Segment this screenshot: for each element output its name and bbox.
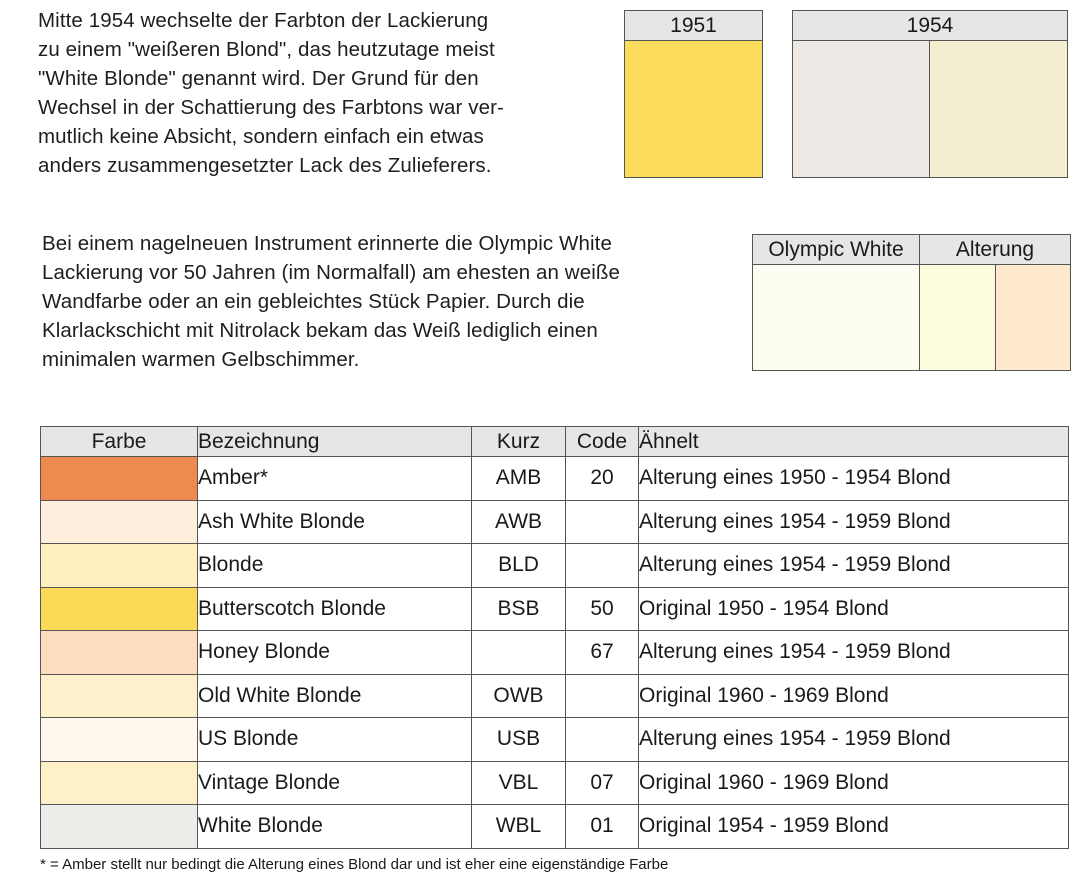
blonde-color-table [40,426,1069,849]
color-swatch-cell [41,631,198,675]
table-row [41,631,1069,675]
table-row [41,544,1069,588]
paragraph-line: minimalen warmen Gelbschimmer. [42,348,360,371]
color-swatch-cell [41,544,198,588]
header-kurz: Kurz [472,427,566,457]
table-row [41,457,1069,501]
color-swatch-cell [41,500,198,544]
aehnelt-cell: Alterung eines 1954 - 1959 Blond [639,500,1069,544]
swatch-color-1951 [625,41,762,177]
paragraph-line: Wechsel in der Schattierung des Farbtons war ver- [38,96,504,119]
aehnelt-cell: Alterung eines 1954 - 1959 Blond [639,544,1069,588]
paragraph-line: Bei einem nagelneuen Instrument erinnerte die Olympic White [42,232,612,255]
color-swatch-cell [41,805,198,849]
aehnelt-cell: Alterung eines 1954 - 1959 Blond [639,718,1069,762]
header-farbe: Farbe [41,427,198,457]
table-row [41,500,1069,544]
paragraph-line: Lackierung vor 50 Jahren (im Normalfall) am ehesten an weiße [42,261,620,284]
table-row [41,587,1069,631]
header-code: Code [566,427,639,457]
swatch-box-1954 [792,10,1068,178]
bezeichnung-cell: White Blonde [198,805,472,849]
color-swatch-cell [41,674,198,718]
swatch-label-1954: 1954 [793,11,1067,41]
color-swatch-cell [41,457,198,501]
kurz-cell: WBL [472,805,566,849]
swatch-label-1951: 1951 [625,11,762,41]
code-cell [566,544,639,588]
swatch-label-alterung: Alterung [920,235,1070,265]
swatch-color-1954-a [793,41,930,177]
kurz-cell: OWB [472,674,566,718]
aehnelt-cell: Original 1960 - 1969 Blond [639,761,1069,805]
paragraph-line: mutlich keine Absicht, sondern einfach ein etwas [38,125,484,148]
olympic-white-paragraph [42,229,620,374]
code-cell: 50 [566,587,639,631]
bezeichnung-cell: Butterscotch Blonde [198,587,472,631]
swatch-color-alterung-a [920,265,996,370]
bezeichnung-cell: Old White Blonde [198,674,472,718]
bezeichnung-cell: Blonde [198,544,472,588]
aehnelt-cell: Original 1954 - 1959 Blond [639,805,1069,849]
aehnelt-cell: Alterung eines 1950 - 1954 Blond [639,457,1069,501]
paragraph-line: Klarlackschicht mit Nitrolack bekam das Weiß lediglich einen [42,319,598,342]
paragraph-line: anders zusammengesetzter Lack des Zulieferers. [38,154,492,177]
bezeichnung-cell: US Blonde [198,718,472,762]
bezeichnung-cell: Amber* [198,457,472,501]
swatch-color-olympic-white [753,265,920,370]
header-aehnelt: Ähnelt [639,427,1069,457]
color-swatch-cell [41,761,198,805]
code-cell [566,674,639,718]
kurz-cell: AWB [472,500,566,544]
kurz-cell: BSB [472,587,566,631]
table-header-row [41,427,1069,457]
code-cell: 20 [566,457,639,501]
code-cell [566,718,639,762]
aehnelt-cell: Original 1960 - 1969 Blond [639,674,1069,718]
table-row [41,718,1069,762]
code-cell: 07 [566,761,639,805]
paragraph-line: zu einem "weißeren Blond", das heutzutage meist [38,38,495,61]
bezeichnung-cell: Ash White Blonde [198,500,472,544]
paragraph-line: "White Blonde" genannt wird. Der Grund für den [38,67,479,90]
table-row [41,674,1069,718]
color-swatch-cell [41,718,198,762]
table-row [41,805,1069,849]
amber-footnote: * = Amber stellt nur bedingt die Alterung eines Blond dar und ist eher eine eigenständige Farbe [40,856,669,873]
intro-paragraph-1954-change [38,6,504,180]
aehnelt-cell: Original 1950 - 1954 Blond [639,587,1069,631]
kurz-cell: BLD [472,544,566,588]
swatch-color-alterung-b [996,265,1070,370]
kurz-cell: VBL [472,761,566,805]
bezeichnung-cell: Vintage Blonde [198,761,472,805]
paragraph-line: Wandfarbe oder an ein gebleichtes Stück Papier. Durch die [42,290,585,313]
header-bezeichnung: Bezeichnung [198,427,472,457]
table-row [41,761,1069,805]
code-cell: 01 [566,805,639,849]
code-cell: 67 [566,631,639,675]
swatch-box-olympic-white [752,234,1071,371]
kurz-cell [472,631,566,675]
bezeichnung-cell: Honey Blonde [198,631,472,675]
kurz-cell: USB [472,718,566,762]
swatch-label-olympic-white: Olympic White [753,235,920,265]
swatch-color-1954-b [930,41,1067,177]
code-cell [566,500,639,544]
paragraph-line: Mitte 1954 wechselte der Farbton der Lackierung [38,9,489,32]
swatch-box-1951 [624,10,763,178]
kurz-cell: AMB [472,457,566,501]
aehnelt-cell: Alterung eines 1954 - 1959 Blond [639,631,1069,675]
color-swatch-cell [41,587,198,631]
